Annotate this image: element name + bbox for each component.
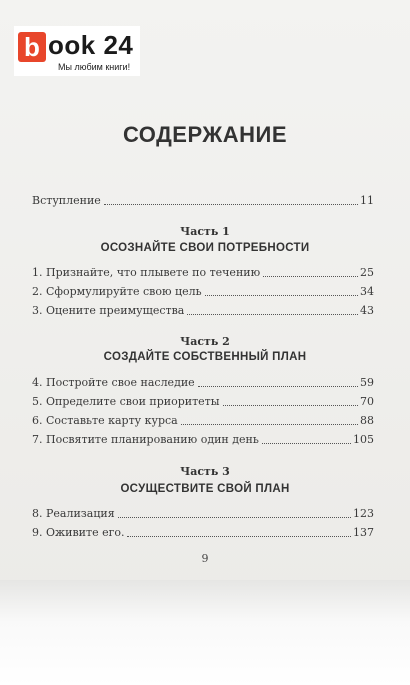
toc-entry-page: 11 [360,194,374,207]
book24-logo[interactable] [14,26,140,76]
toc-entry-page: 43 [360,304,374,317]
page-number: 9 [201,552,209,565]
toc-entry-label: 6. Составьте карту курса [32,414,178,427]
dot-leader [198,385,358,387]
dot-leader [127,535,351,537]
part-3-label: Часть 3 [180,465,230,478]
logo-tagline: Мы любим книги! [58,62,131,72]
part-1-title: ОСОЗНАЙТЕ СВОИ ПОТРЕБНОСТИ [100,242,310,254]
dot-leader [118,516,351,518]
part-1-label: Часть 1 [180,225,230,238]
dot-leader [181,423,358,425]
toc-entry-page: 34 [360,285,374,298]
dot-leader [205,294,358,296]
dot-leader [262,442,351,444]
toc-entry-page: 70 [360,395,374,408]
toc-entry-7 [32,431,374,447]
logo-letter: b [18,32,46,62]
toc-entry-label: 5. Определите свои приоритеты [32,395,220,408]
part-3-title: ОСУЩЕСТВИТЕ СВОЙ ПЛАН [120,483,290,495]
toc-entry-page: 88 [360,414,374,427]
toc-entry-6 [32,412,374,428]
dot-leader [223,404,358,406]
toc-entry-page: 25 [360,266,374,279]
part-2-title: СОЗДАЙТЕ СОБСТВЕННЫЙ ПЛАН [103,351,307,363]
toc-entry-page: 59 [360,376,374,389]
toc-entry-1 [32,264,374,280]
toc-entry-9 [32,524,374,540]
toc-entry-label: 1. Признайте, что плывете по течению [32,266,261,279]
toc-entry-label: 2. Сформулируйте свою цель [32,285,202,298]
toc-entry-intro [32,192,374,208]
toc-entry-label: 3. Оцените преимущества [32,304,185,317]
dot-leader [104,203,358,205]
toc-entry-8 [32,505,374,521]
toc-entry-page: 123 [353,507,374,520]
toc-entry-label: 7. Посвятите планированию один день [32,433,259,446]
toc-entry-label: 9. Оживите его. [32,526,125,539]
page-bottom-area [0,580,410,685]
toc-entry-label: 8. Реализация [32,507,115,520]
toc-entry-2 [32,283,374,299]
toc-entry-page: 105 [353,433,374,446]
logo-word: ook 24 [48,30,134,60]
toc-entry-3 [32,302,374,318]
dot-leader [187,313,358,315]
toc-entry-label: Вступление [32,194,101,207]
toc-entry-label: 4. Постройте свое наследие [32,376,195,389]
toc-entry-4 [32,374,374,390]
part-2-label: Часть 2 [180,335,230,348]
toc-title: СОДЕРЖАНИЕ [122,122,288,147]
dot-leader [263,275,358,277]
toc-entry-page: 137 [353,526,374,539]
toc-entry-5 [32,393,374,409]
